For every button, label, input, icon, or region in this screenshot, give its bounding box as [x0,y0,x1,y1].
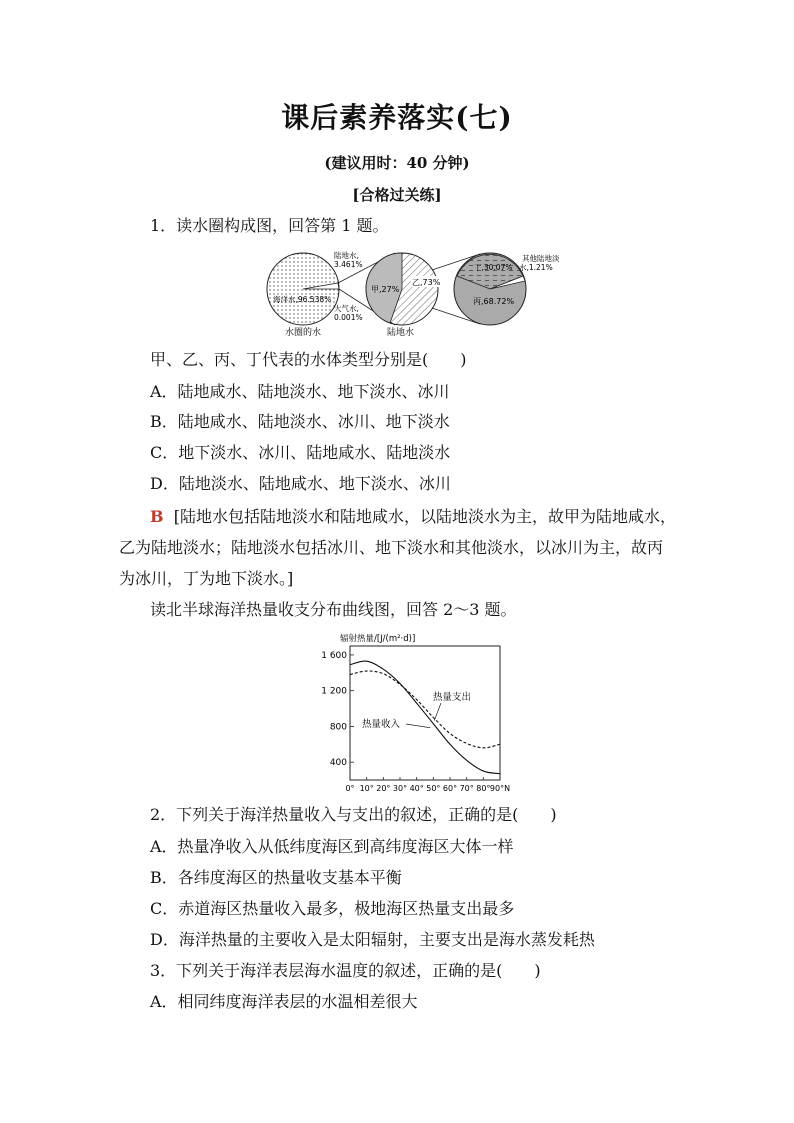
water-composition-diagram [260,248,580,344]
x-tick-label: 10° [359,784,374,793]
q23-intro: 读北半球海洋热量收支分布曲线图，回答 2～3 题。 [150,600,517,619]
q3-stem: 3．下列关于海洋表层海水温度的叙述，正确的是( ) [150,961,541,980]
ding-label: 丁,30.07% [474,263,513,272]
x-tick-label: 70° [459,784,474,793]
x-tick-label: 90°N [489,784,511,793]
q1-option-b: B．陆地咸水、陆地淡水、冰川、地下淡水 [150,412,450,431]
x-tick-label: 20° [376,784,391,793]
yi-label: 乙,73% [412,278,441,287]
x-tick-label: 50° [426,784,441,793]
q1-option-d: D．陆地淡水、陆地咸水、地下淡水、冰川 [150,474,451,493]
section-label: [合格过关练] [352,186,442,204]
q2-option-b: B．各纬度海区的热量收支基本平衡 [150,868,402,887]
series-line-heat-income [350,661,500,774]
x-tick-label: 80° [476,784,491,793]
q2-stem: 2．下列关于海洋热量收入与支出的叙述，正确的是( ) [150,805,557,824]
other-fresh-label-2: 水,1.21% [519,263,553,272]
page-title: 课后素养落实(七) [281,101,513,134]
series-label-heat-income: 热量收入 [362,719,401,730]
x-tick-label: 30° [392,784,408,793]
q1-stem: 甲、乙、丙、丁代表的水体类型分别是( ) [150,350,467,369]
y-tick-label: 400 [329,758,347,769]
q1-option-c: C．地下淡水、冰川、陆地咸水、陆地淡水 [150,443,451,462]
q2-option-c: C．赤道海区热量收入最多，极地海区热量支出最多 [150,899,515,918]
air-water-label-2: 0.001% [334,313,363,322]
x-tick-label: 60° [442,784,458,793]
q1-explanation-line-2: 乙为陆地淡水；陆地淡水包括冰川、地下淡水和其他淡水，以冰川为主，故丙 [119,538,664,557]
q1-intro: 1．读水圈构成图，回答第 1 题。 [150,216,389,235]
q2-option-d: D．海洋热量的主要收入是太阳辐射，主要支出是海水蒸发耗热 [150,930,595,949]
land-water-label-2: 3.461% [334,260,363,269]
pie-left-caption: 水圈的水 [285,328,322,338]
q3-option-a: A．相同纬度海洋表层的水温相差很大 [150,992,418,1011]
jia-label: 甲,27% [371,285,400,294]
q1-option-a: A．陆地咸水、陆地淡水、地下淡水、冰川 [150,382,450,401]
expense-leader-line [434,703,441,720]
x-tick-label: 40° [409,784,424,793]
q2-option-a: A．热量净收入从低纬度海区到高纬度海区大体一样 [150,837,514,856]
y-tick-label: 1 200 [321,686,347,697]
air-water-label-1: 大气水, [334,304,359,313]
pie-land-water [366,253,441,338]
q1-explanation-line-1: B [陆地水包括陆地淡水和陆地咸水，以陆地淡水为主，故甲为陆地咸水， [150,507,676,526]
y-tick-label: 800 [329,722,347,733]
income-leader-line [406,724,430,728]
pie-mid-caption: 陆地水 [387,328,415,338]
x-tick-label: 0° [345,784,355,793]
q1-answer: B [150,507,164,526]
other-fresh-label-1: 其他陆地淡 [522,254,560,263]
ocean-water-label: 海洋水,96.538% [273,295,332,304]
land-water-label-1: 陆地水, [334,251,359,260]
heat-budget-chart [300,628,530,796]
q1-explanation-line-3: 为冰川，丁为地下淡水。] [119,569,294,588]
bing-label: 丙,68.72% [473,297,515,306]
pie-fresh-water [454,253,560,325]
series-line-heat-expense [350,671,500,748]
pie-water-sphere [267,250,363,338]
chart-y-axis-label: 辐射热量/[J/(m²·d)] [340,634,416,644]
y-tick-label: 1 600 [321,650,347,661]
series-label-heat-expense: 热量支出 [433,692,472,703]
time-hint: (建议用时：40 分钟) [324,154,470,172]
